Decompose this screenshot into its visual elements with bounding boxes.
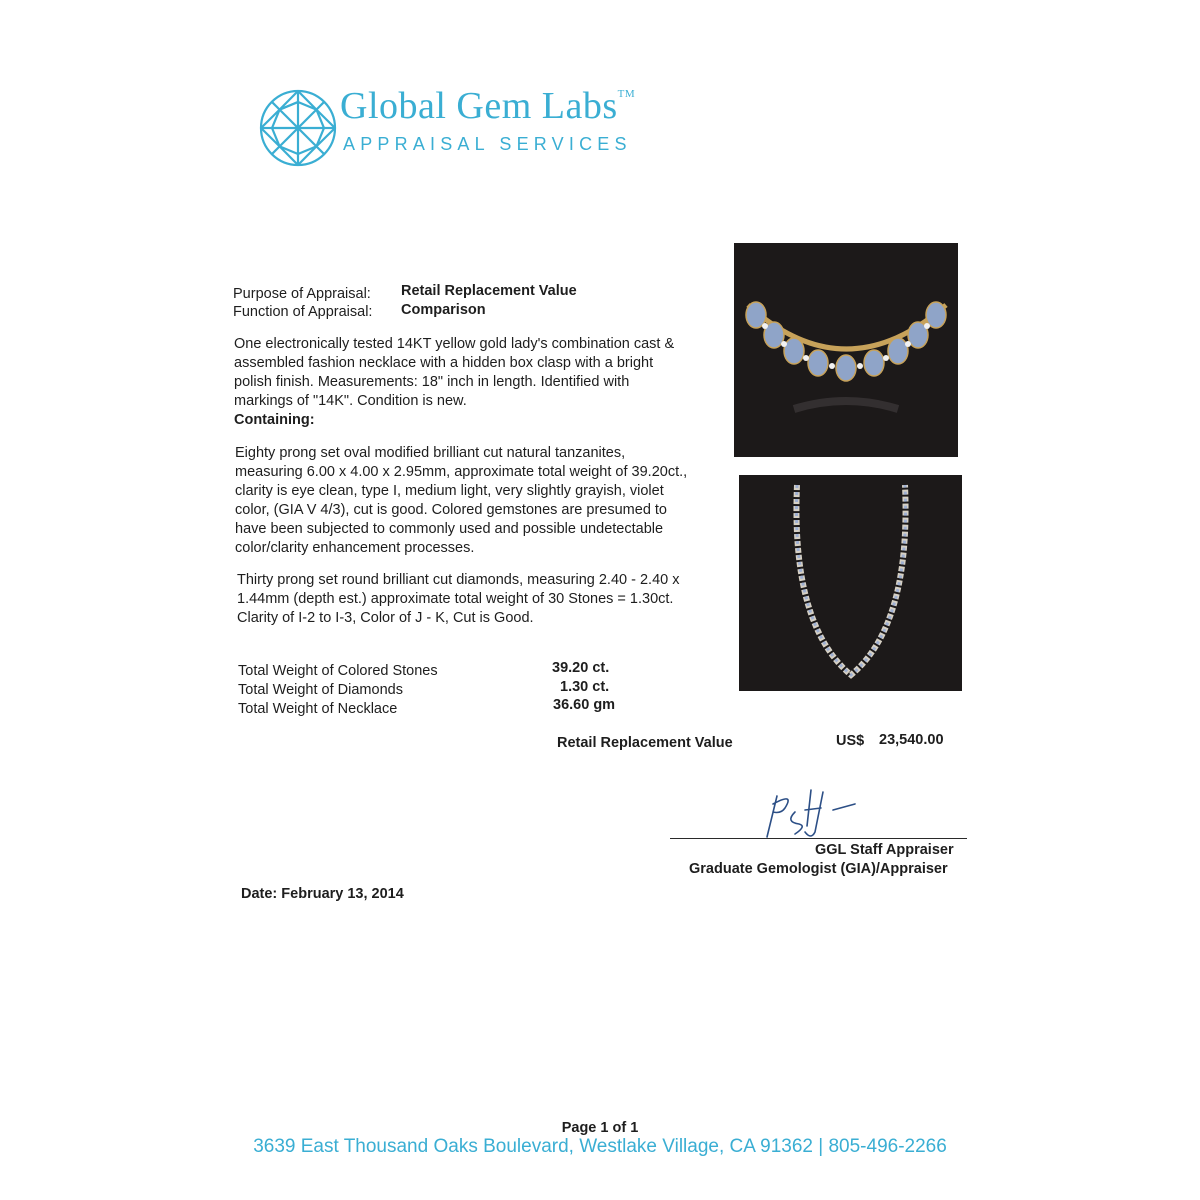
- description-line: assembled fashion necklace with a hidden box clasp with a bright: [234, 355, 654, 371]
- tanzanite-line: Eighty prong set oval modified brilliant cut natural tanzanites,: [235, 445, 626, 461]
- retail-value-amount: 23,540.00: [879, 732, 944, 748]
- description-line: One electronically tested 14KT yellow gold lady's combination cast &: [234, 336, 675, 352]
- total-diamonds-value: 1.30 ct.: [560, 679, 610, 695]
- trademark-mark: TM: [617, 88, 636, 100]
- full-necklace-photo: [739, 475, 962, 691]
- diamond-line: 1.44mm (depth est.) approximate total weight of 30 Stones = 1.30ct.: [237, 591, 674, 607]
- tanzanite-line: color/clarity enhancement processes.: [235, 540, 475, 556]
- tanzanite-line: clarity is eye clean, type I, medium light, very slightly grayish, violet: [235, 483, 664, 499]
- necklace-closeup-photo: [734, 243, 958, 457]
- diamond-line: Thirty prong set round brilliant cut diamonds, measuring 2.40 - 2.40 x: [237, 572, 680, 588]
- purpose-value: Retail Replacement Value: [401, 283, 577, 299]
- brand-name: Global Gem Labs™: [340, 85, 636, 127]
- total-colored-stones-label: Total Weight of Colored Stones: [238, 663, 438, 679]
- tanzanite-line: have been subjected to commonly used and possible undetectable: [235, 521, 664, 537]
- description-line: markings of "14K". Condition is new.: [234, 393, 467, 409]
- function-label: Function of Appraisal:: [233, 304, 373, 320]
- tanzanite-line: color, (GIA V 4/3), cut is good. Colored gemstones are presumed to: [235, 502, 667, 518]
- function-value: Comparison: [401, 302, 486, 318]
- purpose-label: Purpose of Appraisal:: [233, 286, 371, 302]
- appraiser-title: GGL Staff Appraiser: [815, 842, 954, 858]
- total-necklace-label: Total Weight of Necklace: [238, 701, 398, 717]
- total-diamonds-label: Total Weight of Diamonds: [238, 682, 403, 698]
- handwritten-signature: [755, 782, 865, 842]
- containing-heading: Containing:: [234, 412, 315, 428]
- total-colored-stones-value: 39.20 ct.: [552, 660, 610, 676]
- tanzanite-description: [235, 444, 715, 558]
- diamond-line: Clarity of I-2 to I-3, Color of J - K, Cut is Good.: [237, 610, 534, 626]
- gem-logo-icon: [258, 88, 338, 168]
- appraisal-date: Date: February 13, 2014: [241, 886, 404, 902]
- description-line: polish finish. Measurements: 18" inch in length. Identified with: [234, 374, 630, 390]
- appraiser-credential: Graduate Gemologist (GIA)/Appraiser: [689, 861, 948, 877]
- total-necklace-value: 36.60 gm: [553, 697, 616, 713]
- signature-line: [670, 838, 967, 839]
- page-number: Page 1 of 1: [561, 1120, 639, 1136]
- diamond-description: [237, 571, 717, 628]
- item-description: [234, 335, 714, 430]
- brand-subtitle: APPRAISAL SERVICES: [343, 134, 632, 154]
- retail-value-label: Retail Replacement Value: [557, 735, 733, 751]
- footer-address: 3639 East Thousand Oaks Boulevard, Westlake Village, CA 91362 | 805-496-2266: [253, 1136, 947, 1157]
- tanzanite-line: measuring 6.00 x 4.00 x 2.95mm, approximate total weight of 39.20ct.,: [235, 464, 688, 480]
- currency-label: US$: [836, 733, 865, 749]
